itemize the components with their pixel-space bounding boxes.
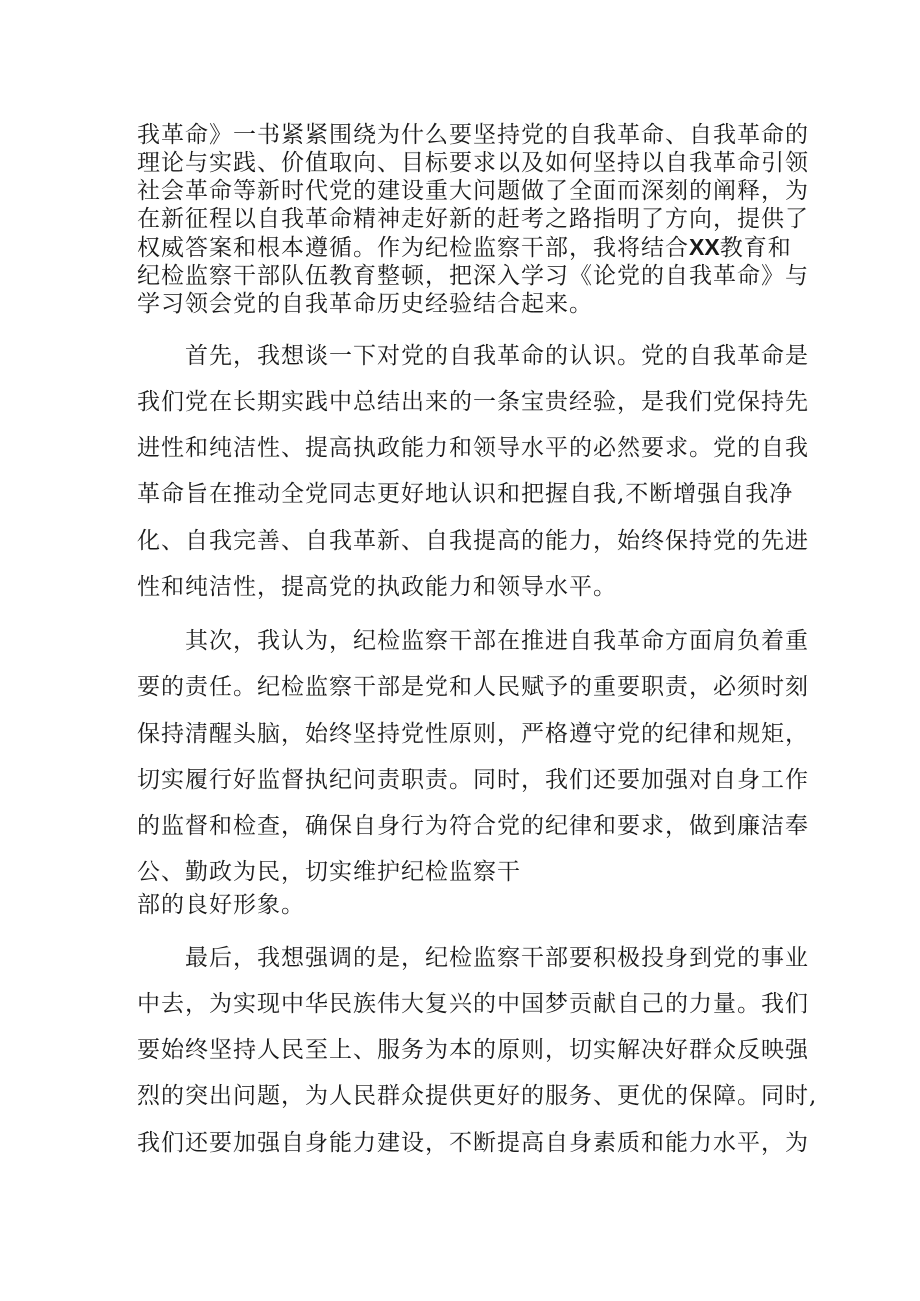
paragraph-3-line-2: 要的责任。纪检监察干部是党和人民赋予的重要职责，必须时刻 (137, 674, 809, 700)
paragraph-3-line-6: 公、勤政为民，切实维护纪检监察干 (137, 859, 521, 885)
paragraph-3-line-1: 其次，我认为，纪检监察干部在推进自我革命方面肩负着重 (185, 628, 809, 654)
placeholder-xx: XX (689, 234, 720, 260)
paragraph-3-line-3: 保持清醒头脑，始终坚持党性原则，严格遵守党的纪律和规矩， (137, 721, 809, 747)
paragraph-2-line-1: 首先，我想谈一下对党的自我革命的认识。党的自我革命是 (185, 343, 809, 369)
paragraph-4-line-3: 要始终坚持人民至上、服务为本的原则，切实解决好群众反映强 (137, 1037, 809, 1063)
paragraph-2-line-6: 性和纯洁性，提高党的执政能力和领导水平。 (137, 574, 617, 600)
paragraph-4-line-4: 烈的突出问题，为人民群众提供更好的服务、更优的保障。同时, (137, 1083, 818, 1109)
paragraph-1-line-4: 在新征程以自我革命精神走好新的赶考之路指明了方向，提供了 (137, 206, 809, 232)
paragraph-1-line-5 (137, 233, 792, 262)
paragraph-3-line-7: 部的良好形象。 (137, 892, 305, 918)
paragraph-4-line-5: 我们还要加强自身能力建设，不断提高自身素质和能力水平，为 (137, 1130, 809, 1156)
paragraph-2-line-3: 进性和纯洁性、提高执政能力和领导水平的必然要求。党的自我 (137, 435, 809, 461)
paragraph-1-line-7: 学习领会党的自我革命历史经验结合起来。 (137, 291, 593, 317)
paragraph-2-line-2: 我们党在长期实践中总结出来的一条宝贵经验，是我们党保持先 (137, 389, 809, 415)
paragraph-1-line-6: 纪检监察干部队伍教育整顿，把深入学习《论党的自我革命》与 (137, 263, 809, 289)
paragraph-1-line-3: 社会革命等新时代党的建设重大问题做了全面而深刻的阐释，为 (137, 178, 809, 204)
paragraph-3-line-4: 切实履行好监督执纪问责职责。同时，我们还要加强对自身工作 (137, 767, 809, 793)
paragraph-1-line-2: 理论与实践、价值取向、目标要求以及如何坚持以自我革命引领 (137, 150, 809, 176)
paragraph-4-line-1: 最后，我想强调的是，纪检监察干部要积极投身到党的事业 (185, 945, 809, 971)
paragraph-2-line-5: 化、自我完善、自我革新、自我提高的能力，始终保持党的先进 (137, 528, 809, 554)
paragraph-1-line-5-end: 教育和 (719, 235, 792, 261)
paragraph-2-line-4: 革命旨在推动全党同志更好地认识和把握自我,不断增强自我净 (137, 481, 794, 507)
paragraph-3-line-5: 的监督和检查，确保自身行为符合党的纪律和要求，做到廉洁奉 (137, 813, 809, 839)
paragraph-1-line-1: 我革命》一书紧紧围绕为什么要坚持党的自我革命、自我革命的 (137, 122, 809, 148)
paragraph-4-line-2: 中去，为实现中华民族伟大复兴的中国梦贡献自己的力量。我们 (137, 991, 809, 1017)
paragraph-1-line-5-start: 权威答案和根本遵循。作为纪检监察干部，我将结合 (137, 235, 689, 261)
